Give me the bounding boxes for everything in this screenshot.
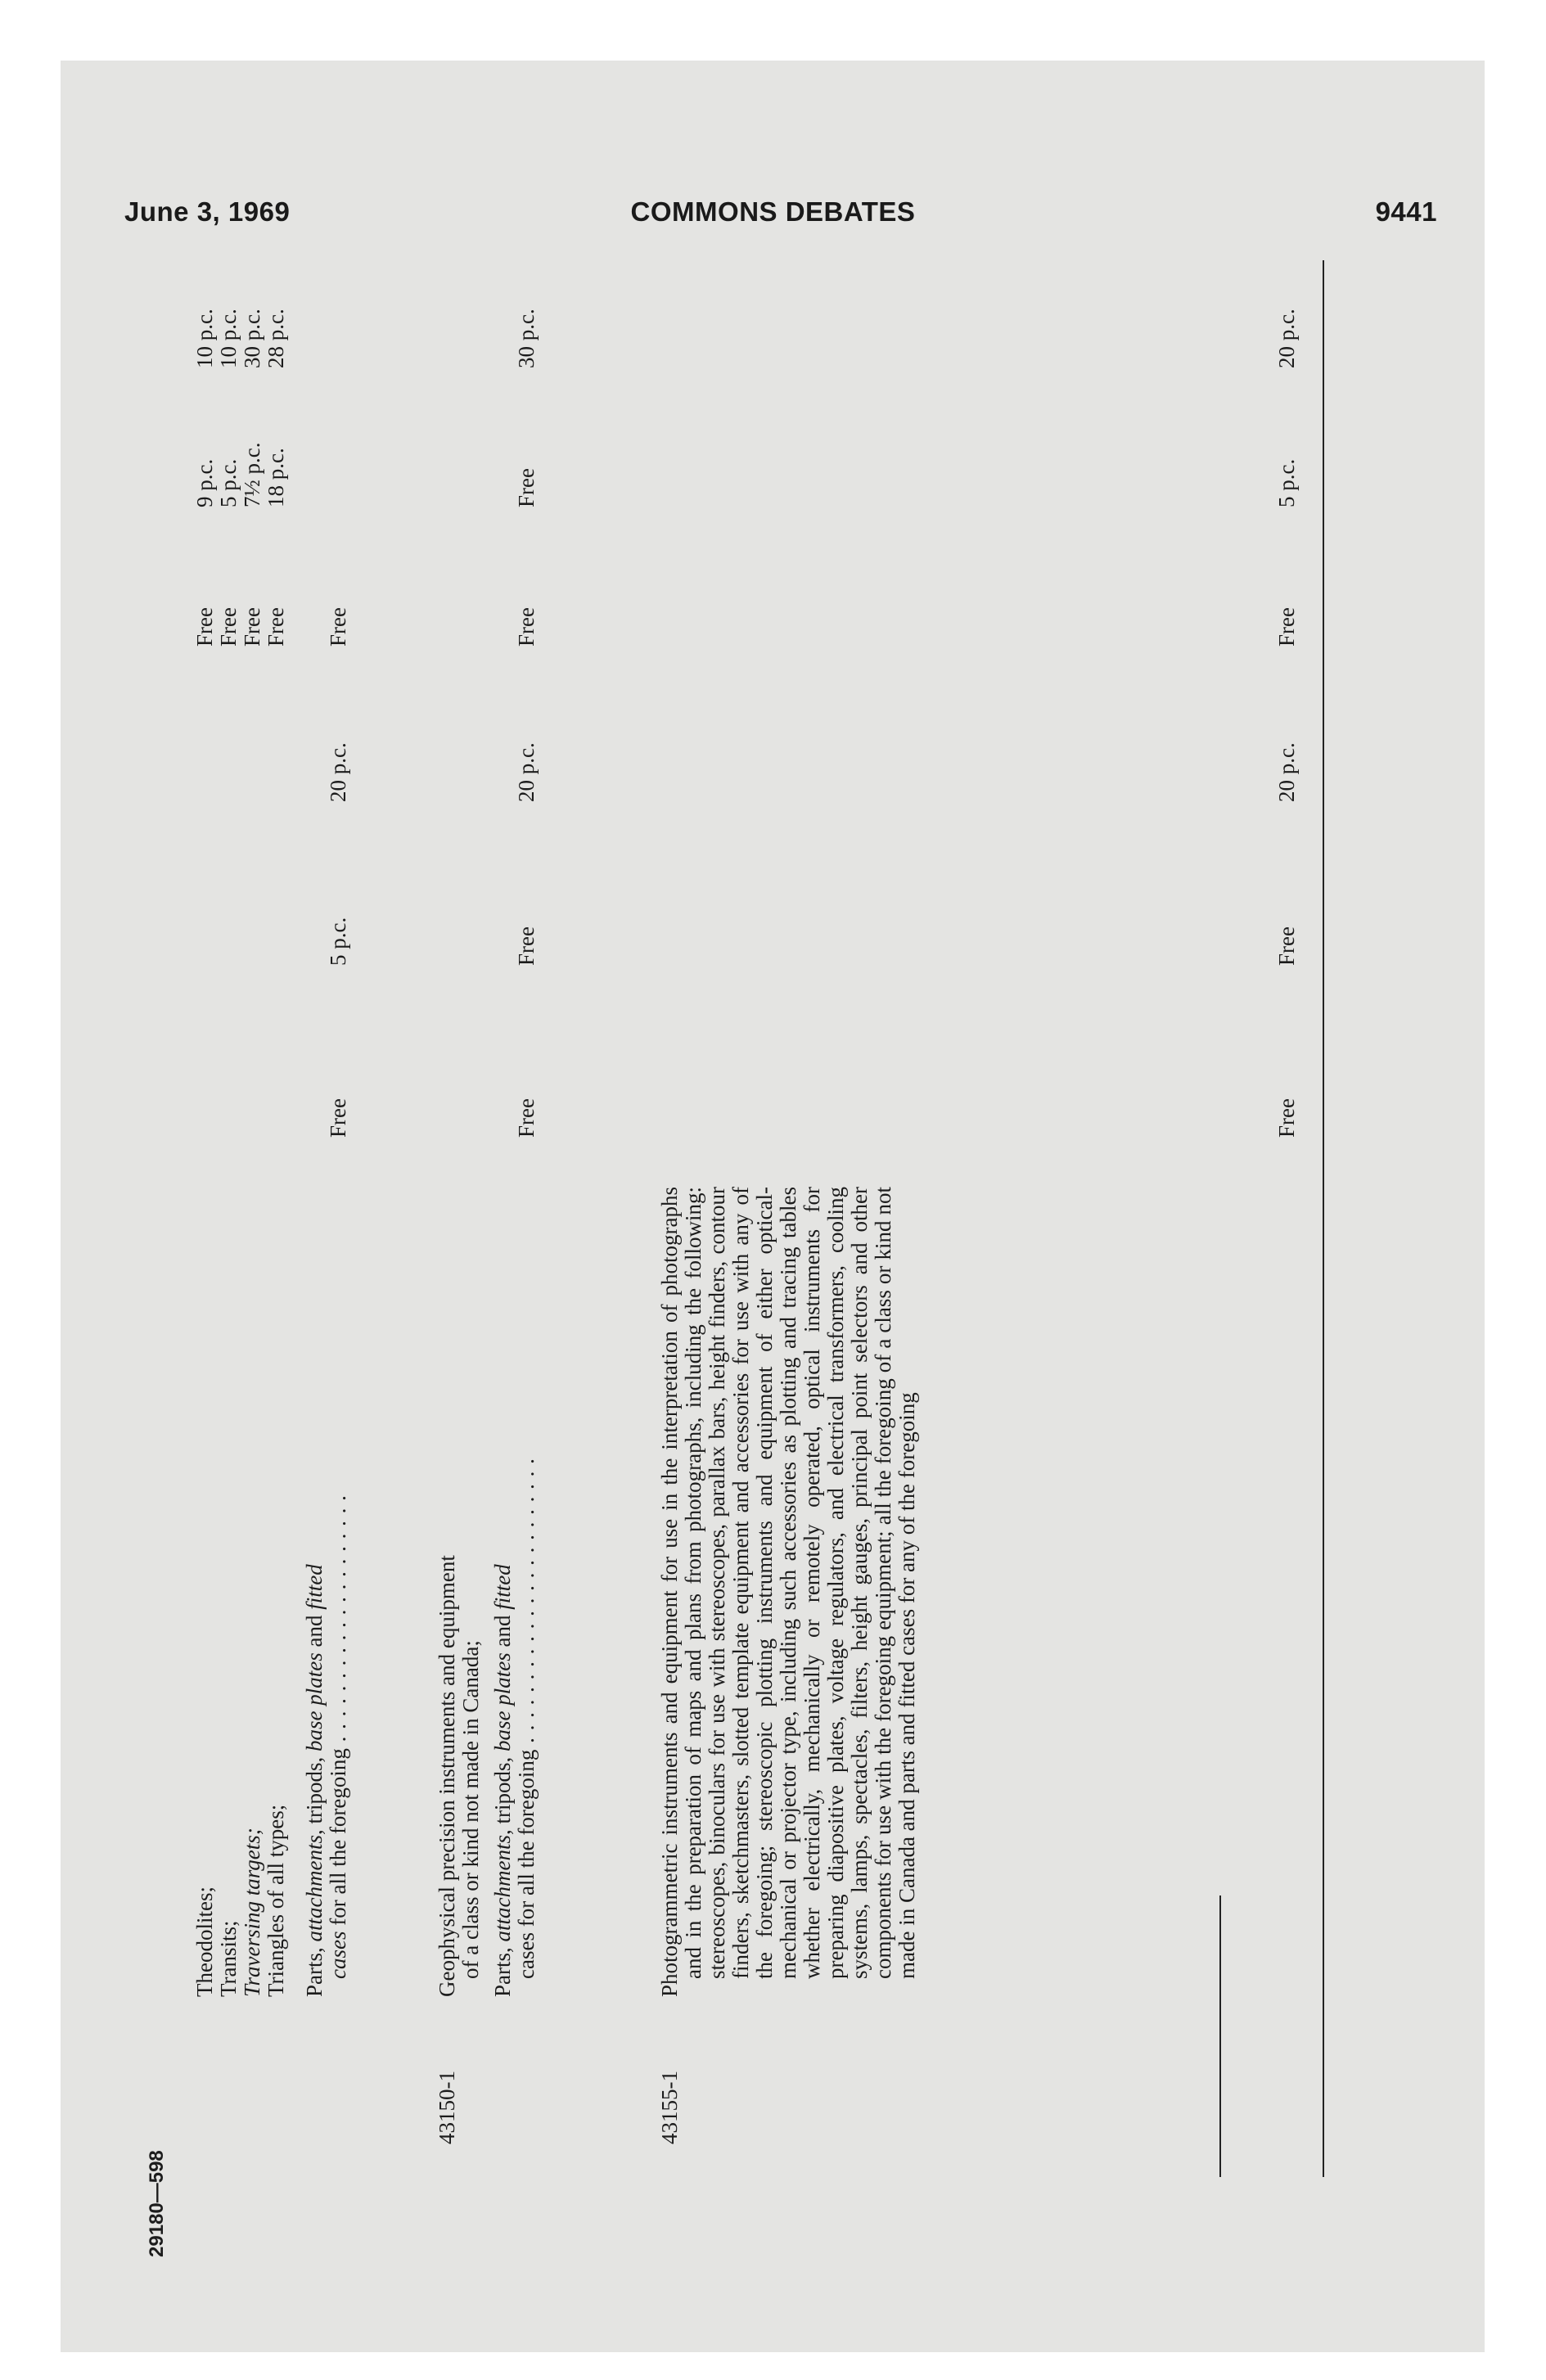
rate-cell: Free <box>514 607 539 647</box>
parts-line: cases for all the foregoing . . . . . . . . . . . . . . . . . . . . <box>326 1494 350 1979</box>
parts-line: Parts, attachments, tripods, base plates and fitted <box>302 1564 327 1997</box>
rate-cell: 10 p.c. <box>216 309 241 368</box>
parts-line: cases for all the foregoing . . . . . . . . . . . . . . . . . . . . . . . <box>514 1458 539 1979</box>
rate-cell: Free <box>1274 1098 1299 1138</box>
rate-cell: 5 p.c. <box>216 458 241 507</box>
rate-cell: Free <box>326 1098 350 1138</box>
item-line: Theodolites; <box>192 1886 217 1997</box>
rate-cell: 20 p.c. <box>1274 742 1299 802</box>
rate-cell: Free <box>1274 926 1299 966</box>
rate-cell: Free <box>264 607 288 647</box>
rate-cell: 20 p.c. <box>514 742 539 802</box>
rate-cell: Free <box>514 926 539 966</box>
rate-cell: 9 p.c. <box>192 458 217 507</box>
rate-cell: Free <box>216 607 241 647</box>
item-description <box>658 1187 919 1997</box>
item-line: Traversing targets; <box>240 1828 264 1997</box>
tariff-table <box>164 180 1546 2144</box>
item-description <box>435 1187 483 1997</box>
rate-cell: 18 p.c. <box>264 448 288 507</box>
item-paragraph: Photogrammetric instruments and equipment for use in the interpretation of photographs and in the preparation of maps and plans from photographs, including the following: stereoscopes, binoculars for use with stereoscopes, parallax bars, height finders, contour finders, sketchmasters, slotted template equipment and accessories for use with any of the foregoing; stereoscopic plotting instruments and equipment of either optical-mechanical or projector type, including such accessories as plotting and tracing tables whether electrically, mechanically or remotely operated, optical instruments for preparing diapositive plates, voltage regulators, and electrical transformers, cooling systems, lamps, spectacles, filters, height gauges, principal point selectors and other components for use with the foregoing equipment; all the foregoing of a class or kind not made in Canada and parts and fitted cases for any of the foregoing <box>657 1187 919 1997</box>
rate-cell: Free <box>192 607 217 647</box>
tariff-item-code: 43155-1 <box>657 2071 682 2144</box>
rate-cell: Free <box>326 607 350 647</box>
item-parts-description <box>491 1187 539 1997</box>
item-parts-description <box>303 1187 350 1997</box>
page-number: 9441 <box>1375 196 1437 227</box>
rate-cell: 7½ p.c. <box>240 442 264 507</box>
rate-cell: 20 p.c. <box>326 742 350 802</box>
tariff-item-code: 43150-1 <box>435 2071 459 2144</box>
item-line: Triangles of all types; <box>264 1804 288 1997</box>
item-line: Geophysical precision instruments and equipment <box>435 1555 459 1997</box>
rate-cell: 5 p.c. <box>326 917 350 966</box>
rate-cell: Free <box>514 468 539 507</box>
rate-cell: 28 p.c. <box>264 309 288 368</box>
page-date: June 3, 1969 <box>124 196 291 227</box>
rate-cell: 20 p.c. <box>1274 309 1299 368</box>
rate-cell: 5 p.c. <box>1274 458 1299 507</box>
page-title: COMMONS DEBATES <box>630 196 916 227</box>
rate-cell: 30 p.c. <box>514 309 539 368</box>
parts-line: Parts, attachments, tripods, base plates and fitted <box>490 1564 515 1997</box>
rate-cell: 10 p.c. <box>192 309 217 368</box>
rate-cell: 30 p.c. <box>240 309 264 368</box>
print-code: 29180—598 <box>146 2150 168 2257</box>
rate-cell: Free <box>514 1098 539 1138</box>
item-description <box>193 1187 288 1997</box>
item-line: of a class or kind not made in Canada; <box>458 1640 483 1979</box>
item-line: Transits; <box>216 1920 241 1997</box>
rate-cell: Free <box>240 607 264 647</box>
rate-cell: Free <box>1274 607 1299 647</box>
